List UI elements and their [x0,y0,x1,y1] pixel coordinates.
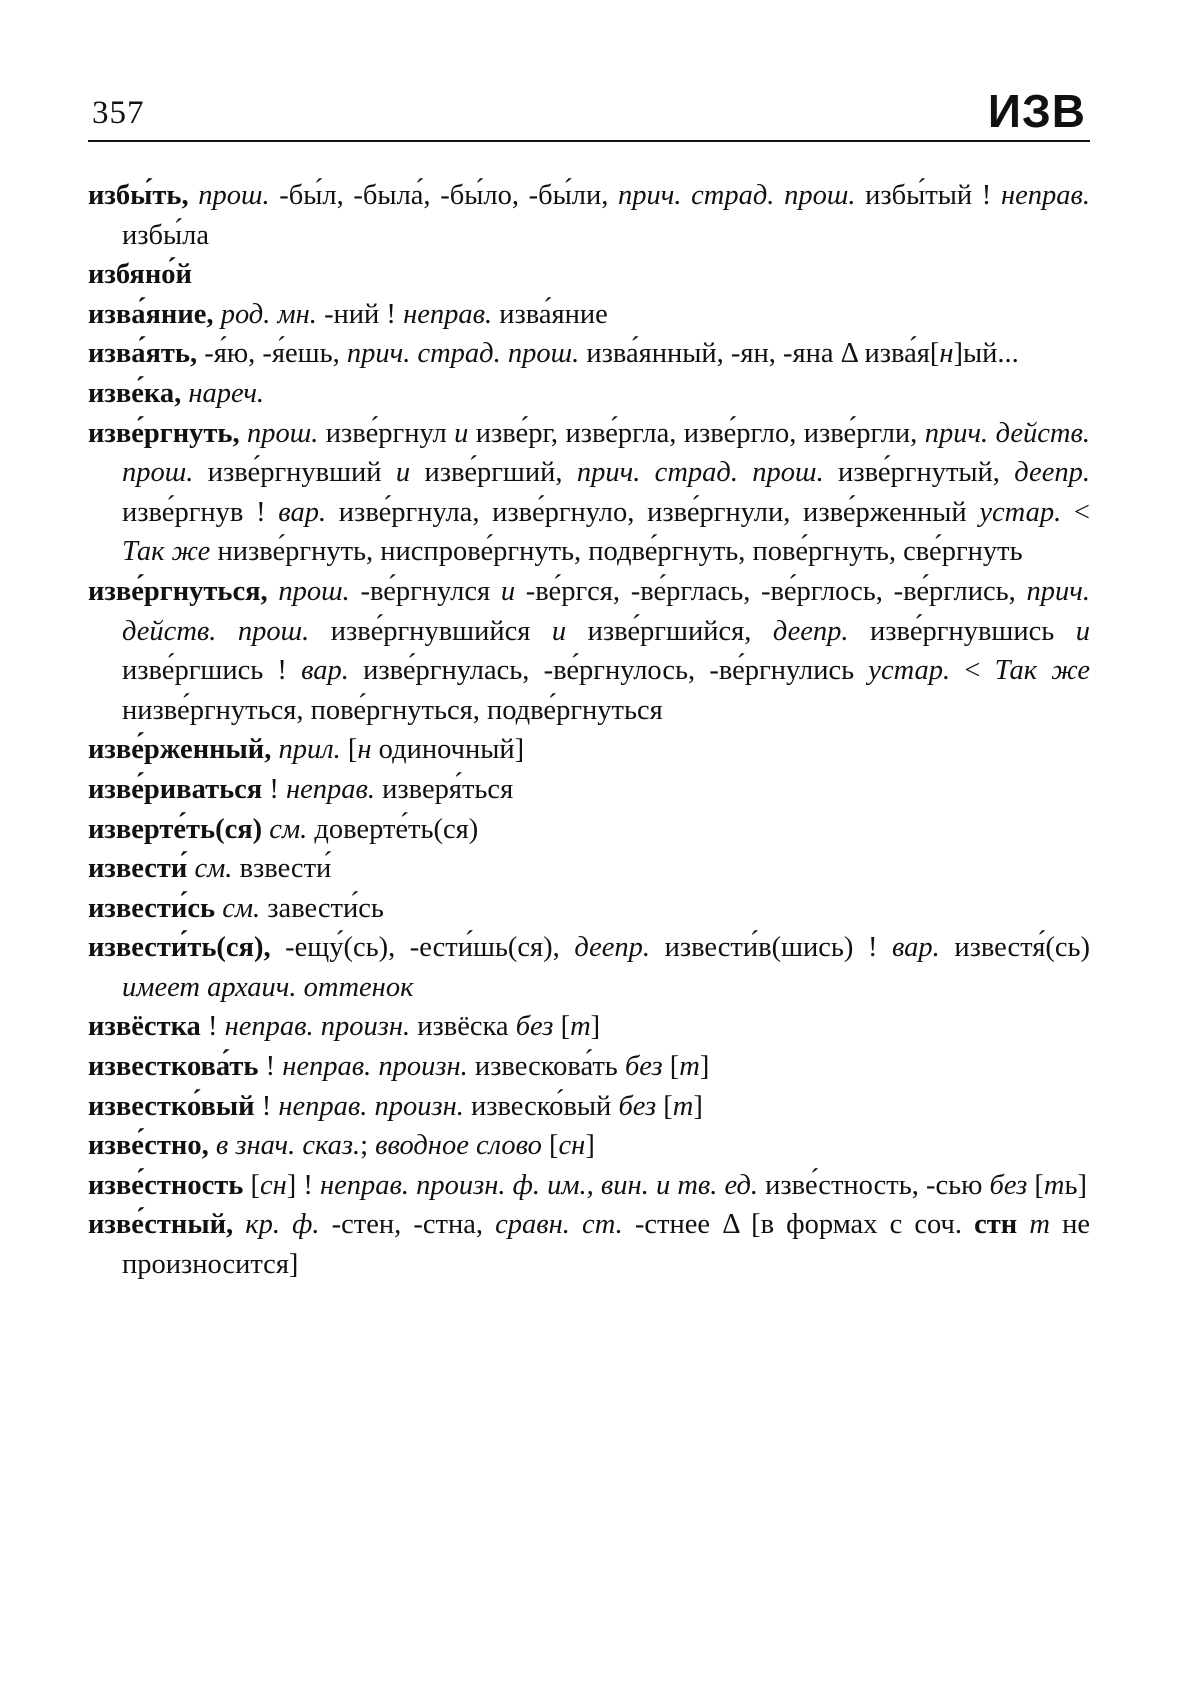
entry-text: изве́ргнутый, [823,457,1015,489]
entry-text: Так же [994,655,1091,687]
entry-text: ] [693,1090,703,1122]
entry-text: см. [269,813,308,845]
entry-text: сн [558,1130,586,1162]
entry-text: сравн. ст. [495,1209,623,1241]
entry-text: ]ый... [953,338,1019,370]
entry-text: -ний ! [316,298,404,330]
headword: изверте́ть(ся) [88,813,263,845]
entry-text: -стен, -стна, [319,1209,496,1241]
entry-text: -бы́л, -была́, -бы́ло, -бы́ли, [269,180,619,211]
dictionary-entry [88,414,1098,572]
entry-text: неправ. произн. [278,1090,464,1122]
entry-text: [ [656,1090,673,1122]
page-header [88,78,1090,142]
entry-text [214,299,221,330]
entry-text: устар. [979,496,1062,528]
dictionary-entry [88,849,1090,889]
entry-text [189,180,199,211]
headword: избяно́й [88,259,192,291]
entry-text: изве́ргнул [318,417,455,449]
entry-text: ] ! [286,1169,320,1201]
entry-text: в знач. сказ. [215,1130,361,1162]
entry-text: прич. страд. прош. [576,457,824,489]
headword: извёстка [88,1011,201,1043]
headword: изве́стность [88,1169,244,1201]
entry-text: одиночный] [371,734,525,766]
entry-text: изве́ргший, [410,457,577,489]
entry-text: низве́ргнуться, пове́ргнуться, подве́ргнуться [122,655,1098,726]
entry-text: неправ. [403,298,493,330]
entry-text: извеско́вый [463,1090,619,1122]
entry-text: см. [194,853,233,885]
entry-text: прич. страд. прош. [618,180,856,211]
entry-text: т [672,1090,694,1122]
entry-text: изве́стность, -сью [758,1169,990,1201]
page-number: 357 [92,95,145,131]
entry-text: извести́в(шись) ! [650,932,892,964]
running-head: ИЗВ [987,85,1086,137]
entry-text: ! [262,773,286,805]
entry-text: изве́ргшийся, [566,615,773,647]
entry-text: < [950,655,995,687]
dictionary-entry [88,889,1090,929]
entry-text: избы́тый ! [855,180,1001,211]
entry-text [240,418,247,449]
dictionary-entry [88,1087,1090,1127]
entry-text: ! [200,1011,225,1043]
entry-text [1017,1209,1029,1240]
entry-text: имеет архаич. оттенок [122,971,414,1003]
dictionary-entry [88,295,1090,335]
entry-text: [ [1027,1169,1044,1201]
dictionary-entry [88,1007,1090,1047]
entry-text: см. [222,892,261,924]
headword: избы́ть, [88,180,189,211]
headword: изве́ргнуть, [88,417,240,449]
entry-text: прош. [278,575,350,607]
entry-text: ; [360,1130,376,1162]
entry-text: изве́ргнувшийся [309,615,552,647]
dictionary-entry [88,1047,1090,1087]
dictionary-entry [88,255,1090,295]
entry-text: изве́ргнулась, -ве́ргнулось, -ве́ргнулись [348,655,869,687]
entry-text: не произносится] [122,1209,1098,1281]
headword: извести́сь [88,892,216,924]
entry-text: избы́ла [122,180,1098,251]
entry-text: род. мн. [220,298,317,330]
headword: изва́ять, [88,338,198,370]
entry-text: и [395,457,411,489]
entry-text: и [454,417,469,449]
headword: извести́ [88,853,188,885]
entry-text: [ [553,1011,571,1043]
entry-text: изве́ргнула, изве́ргнуло, изве́ргнули, изве́рженный [326,496,980,528]
entry-text: изва́яние [492,298,608,330]
entry-text: ! [258,1051,283,1083]
dictionary-entries [88,176,1098,1285]
entry-text: т [570,1011,591,1043]
entry-text: прич. действ. прош. [122,417,1098,489]
entry-text: неправ. произн. [224,1011,411,1043]
entry-text: вар. [301,655,349,687]
entry-text: взвести́ [232,853,332,885]
entry-text: изверя́ться [375,773,514,805]
entry-text: неправ. [285,773,376,805]
entry-text: прил. [278,734,341,766]
entry-text: завести́сь [260,892,384,924]
headword: известко́вый [88,1090,255,1122]
entry-text: н [357,734,372,766]
entry-text: неправ. [1000,180,1090,211]
headword: известкова́ть [88,1051,259,1083]
entry-text: вводное слово [375,1130,542,1162]
entry-text [209,1130,216,1161]
entry-text: доверте́ть(ся) [307,813,479,845]
entry-text: изве́ргнувший [193,457,396,489]
entry-text: [ [662,1051,680,1083]
headword: изве́ка, [88,377,182,409]
entry-text: ! [254,1090,279,1122]
entry-text: -стнее Δ [в формах с соч. [622,1209,975,1241]
entry-text: вар. [892,932,940,964]
entry-text: извескова́ть [467,1051,625,1083]
dictionary-entry [88,928,1098,1007]
entry-text: н [939,338,954,370]
entry-text: -ве́ргнулся [349,575,501,607]
headword: изве́рженный, [88,734,272,766]
entry-text: и [500,575,516,607]
entry-text: т [1029,1209,1050,1241]
entry-text: кр. ф. [245,1209,320,1241]
entry-text: изве́ргнувшись [848,615,1076,647]
headword: изве́стно, [88,1130,209,1162]
headword: изве́ргнуться, [88,575,268,607]
entry-text: Так же [122,536,211,568]
entry-text: -ещу́(сь), -ести́шь(ся), [270,932,575,964]
entry-text: прош. [198,180,270,211]
entry-text: устар. [868,655,951,687]
entry-text: деепр. [772,615,849,647]
entry-text: < [1061,496,1098,528]
entry-text: изве́ргнув ! [122,457,1098,528]
entry-text: ь [1064,1169,1078,1201]
dictionary-entry [88,572,1098,730]
entry-text: стн [974,1209,1018,1241]
entry-text [233,1209,245,1240]
dictionary-entry [88,334,1090,374]
entry-text: деепр. [574,932,651,964]
entry-text: -я́ю, -я́ешь, [197,338,347,370]
dictionary-entry [88,730,1090,770]
entry-text: низве́ргнуть, ниспрове́ргнуть, подве́ргнуть, пове́ргнуть, све́ргнуть [210,536,1023,568]
entry-text: изве́ргшись ! [122,615,1098,687]
entry-text: известя́(сь) [939,932,1098,964]
dictionary-entry [88,1205,1098,1284]
entry-text [268,576,279,607]
entry-text: -ве́ргся, -ве́рглась, -ве́рглось, -ве́рглись, [515,575,1027,607]
entry-text: без [989,1169,1028,1201]
entry-text: ] [585,1130,595,1162]
entry-text: нареч. [188,377,265,409]
entry-text: изва́янный, -ян, -яна Δ изва́я[ [579,338,940,370]
entry-text: и [551,615,567,647]
entry-text: т [679,1051,700,1083]
entry-text: [ [340,734,358,766]
headword: изве́стный, [88,1209,234,1241]
dictionary-entry [88,810,1090,850]
dictionary-page [88,78,1098,1285]
entry-text: вар. [278,496,327,528]
entry-text: без [624,1051,663,1083]
dictionary-entry [88,374,1090,414]
dictionary-entry [88,1126,1090,1166]
entry-text: прош. [247,417,319,449]
entry-text: без [618,1090,657,1122]
entry-text: извёска [410,1011,516,1043]
entry-text: прич. действ. прош. [122,575,1098,647]
entry-text: ] [1077,1169,1087,1201]
dictionary-entry [88,1166,1090,1206]
headword: изве́риваться [88,773,263,805]
entry-text: [ [243,1169,260,1201]
entry-text: без [515,1011,554,1043]
entry-text: и [1075,615,1090,647]
entry-text: [ [541,1130,559,1162]
entry-text: изве́рг, изве́ргла, изве́ргло, изве́ргли, [468,417,925,449]
dictionary-entry [88,770,1090,810]
entry-text: неправ. произн. ф. им., вин. и тв. ед. [319,1169,759,1201]
headword: изва́яние, [88,298,214,330]
headword: извести́ть(ся), [88,932,271,964]
entry-text: ] [699,1051,710,1083]
entry-text: т [1043,1169,1065,1201]
entry-text: деепр. [1014,457,1090,489]
entry-text: прич. страд. прош. [346,338,580,370]
entry-text: ] [590,1011,601,1043]
entry-text: сн [259,1169,287,1201]
entry-text: неправ. произн. [282,1051,468,1083]
dictionary-entry [88,176,1098,255]
